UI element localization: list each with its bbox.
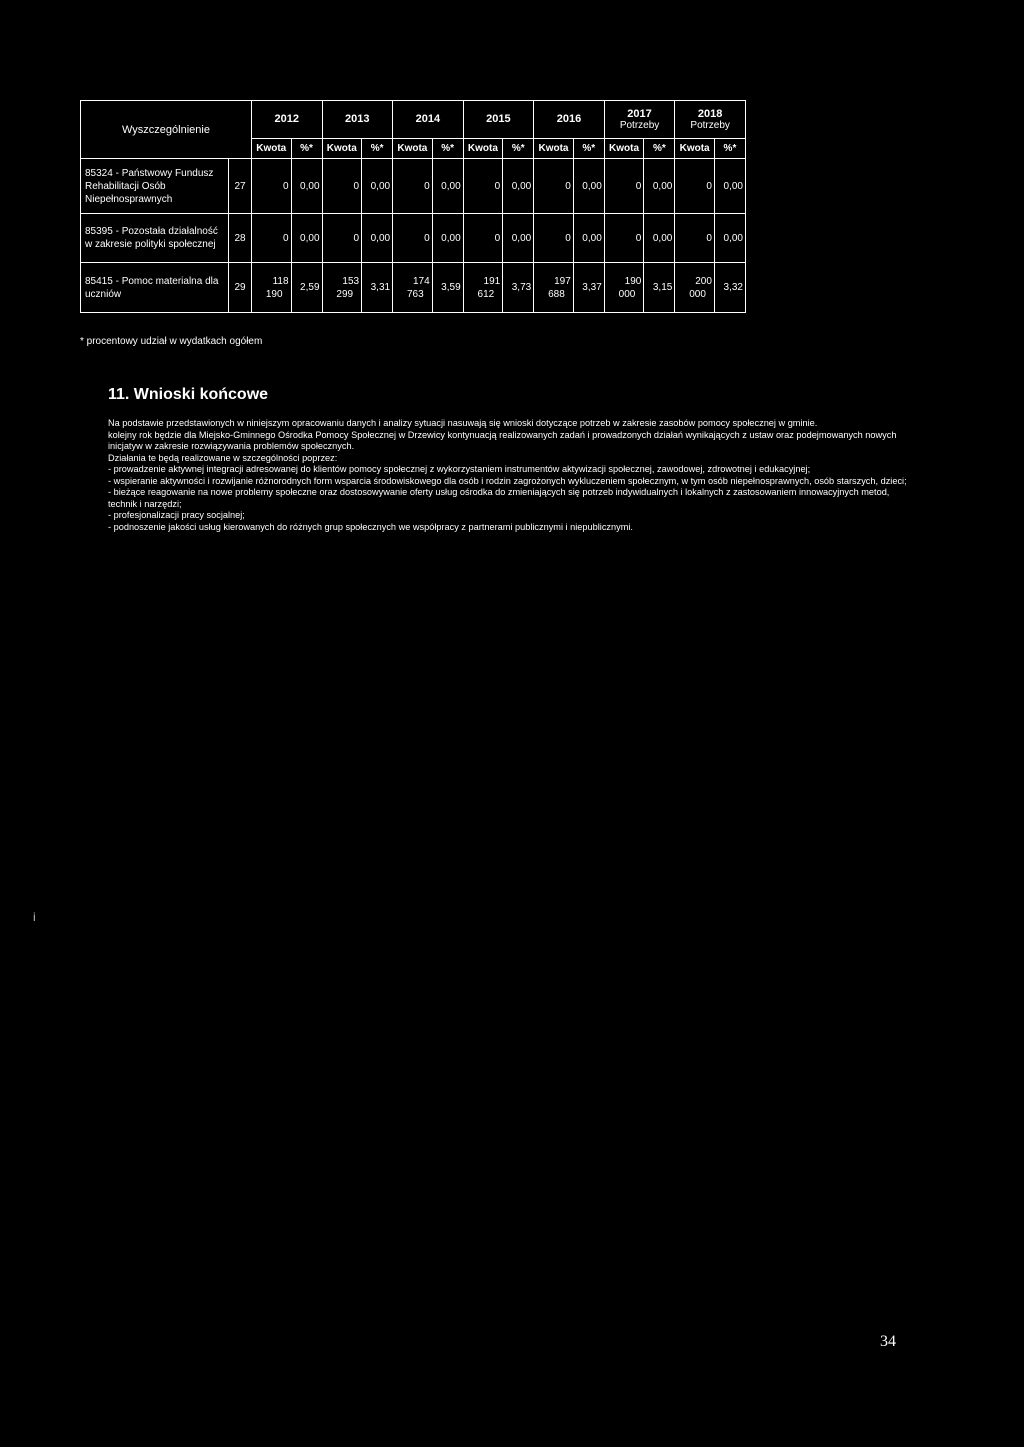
percent-cell: 0,00 (291, 159, 322, 214)
section-body (108, 418, 908, 533)
row-code: 29 (229, 263, 252, 313)
kwota-header: Kwota (322, 138, 362, 158)
kwota-cell: 0 (675, 214, 715, 263)
table-row (81, 159, 746, 214)
year-header: 2013 (322, 101, 393, 139)
percent-header: %* (432, 138, 463, 158)
kwota-cell: 0 (463, 214, 503, 263)
kwota-header: Kwota (393, 138, 433, 158)
percent-cell: 2,59 (291, 263, 322, 313)
percent-header: %* (291, 138, 322, 158)
percent-header: %* (644, 138, 675, 158)
kwota-cell: 0 (322, 214, 362, 263)
percent-cell: 3,73 (503, 263, 534, 313)
kwota-cell: 118 190 (251, 263, 291, 313)
paragraph: Na podstawie przedstawionych w niniejszym opracowaniu danych i analizy sytuacji nasuwają się wnioski dotyczące potrzeb w zakresie zasobów pomocy społecznej w gminie. (108, 418, 818, 428)
kwota-cell: 0 (322, 159, 362, 214)
list-item: - bieżące reagowanie na nowe problemy społeczne oraz dostosowywanie oferty usług ośrodka do zmieniających się potrzeb indywidualnych i lokalnych z zastosowaniem innowacyjnych metod, technik i narzędzi; (108, 487, 890, 509)
year-header: 2018 Potrzeby (675, 101, 746, 139)
kwota-cell: 190 000 (604, 263, 644, 313)
percent-cell: 3,59 (432, 263, 463, 313)
year-header: 2016 (534, 101, 605, 139)
kwota-cell: 191 612 (463, 263, 503, 313)
stray-mark: i (33, 910, 36, 924)
row-label: 85395 - Pozostała działalność w zakresie polityki społecznej (81, 214, 229, 263)
row-code: 28 (229, 214, 252, 263)
year-header: 2014 (393, 101, 464, 139)
kwota-cell: 0 (534, 159, 574, 214)
percent-cell: 0,00 (362, 159, 393, 214)
list-item: - wspieranie aktywności i rozwijanie różnorodnych form wsparcia środowiskowego dla osób i rodzin zagrożonych wykluczeniem społecznym, w tym osób niepełnosprawnych, osób starszych, dzieci; (108, 475, 907, 486)
paragraph: kolejny rok będzie dla Miejsko-Gminnego Ośrodka Pomocy Społecznej w Drzewicy kontynuacją realizowanych zadań i prowadzonych działań wynikających z ustaw oraz podejmowanych nowych inicjatyw w zakresie rozwiązywania problemów społecznych. (108, 429, 897, 451)
percent-header: %* (362, 138, 393, 158)
kwota-header: Kwota (675, 138, 715, 158)
kwota-cell: 0 (393, 214, 433, 263)
row-code: 27 (229, 159, 252, 214)
page-number: 34 (880, 1333, 896, 1350)
table-footnote: * procentowy udział w wydatkach ogółem (80, 336, 263, 347)
paragraph: Działania te będą realizowane w szczególności poprzez: (108, 452, 338, 463)
percent-cell: 0,00 (644, 214, 675, 263)
kwota-cell: 174 763 (393, 263, 433, 313)
list-item: - podnoszenie jakości usług kierowanych do różnych grup społecznych we współpracy z partnerami publicznymi i niepublicznymi. (108, 521, 633, 532)
list-item: - profesjonalizacji pracy socjalnej; (108, 510, 245, 520)
kwota-cell: 0 (604, 159, 644, 214)
percent-cell: 3,31 (362, 263, 393, 313)
percent-header: %* (503, 138, 534, 158)
list-item: - prowadzenie aktywnej integracji adresowanej do klientów pomocy społecznej z wykorzystaniem instrumentów aktywizacji społecznej, zawodowej, zdrowotnej i edukacyjnej; (108, 464, 811, 474)
percent-header: %* (573, 138, 604, 158)
percent-cell: 0,00 (573, 214, 604, 263)
kwota-cell: 0 (463, 159, 503, 214)
percent-cell: 0,00 (714, 214, 745, 263)
percent-cell: 0,00 (291, 214, 322, 263)
kwota-cell: 0 (604, 214, 644, 263)
kwota-header: Kwota (534, 138, 574, 158)
percent-cell: 3,32 (714, 263, 745, 313)
table-row (81, 263, 746, 313)
kwota-header: Kwota (604, 138, 644, 158)
percent-cell: 3,37 (573, 263, 604, 313)
percent-cell: 0,00 (432, 214, 463, 263)
year-header: 2017 Potrzeby (604, 101, 675, 139)
kwota-cell: 197 688 (534, 263, 574, 313)
kwota-cell: 0 (393, 159, 433, 214)
table-row (81, 214, 746, 263)
kwota-cell: 153 299 (322, 263, 362, 313)
year-header: 2012 (251, 101, 322, 139)
percent-cell: 0,00 (714, 159, 745, 214)
percent-cell: 0,00 (503, 214, 534, 263)
row-label: 85415 - Pomoc materialna dla uczniów (81, 263, 229, 313)
kwota-cell: 0 (251, 214, 291, 263)
percent-cell: 0,00 (644, 159, 675, 214)
kwota-cell: 0 (534, 214, 574, 263)
kwota-header: Kwota (251, 138, 291, 158)
kwota-header: Kwota (463, 138, 503, 158)
year-header: 2015 (463, 101, 534, 139)
expenditure-table (80, 100, 746, 313)
row-label: 85324 - Państwowy Fundusz Rehabilitacji Osób Niepełnosprawnych (81, 159, 229, 214)
percent-cell: 0,00 (432, 159, 463, 214)
percent-cell: 0,00 (362, 214, 393, 263)
table-header-label: Wyszczególnienie (81, 101, 252, 159)
kwota-cell: 0 (251, 159, 291, 214)
kwota-cell: 0 (675, 159, 715, 214)
percent-cell: 3,15 (644, 263, 675, 313)
percent-cell: 0,00 (573, 159, 604, 214)
percent-header: %* (714, 138, 745, 158)
kwota-cell: 200 000 (675, 263, 715, 313)
section-title: 11. Wnioski końcowe (108, 386, 269, 403)
percent-cell: 0,00 (503, 159, 534, 214)
